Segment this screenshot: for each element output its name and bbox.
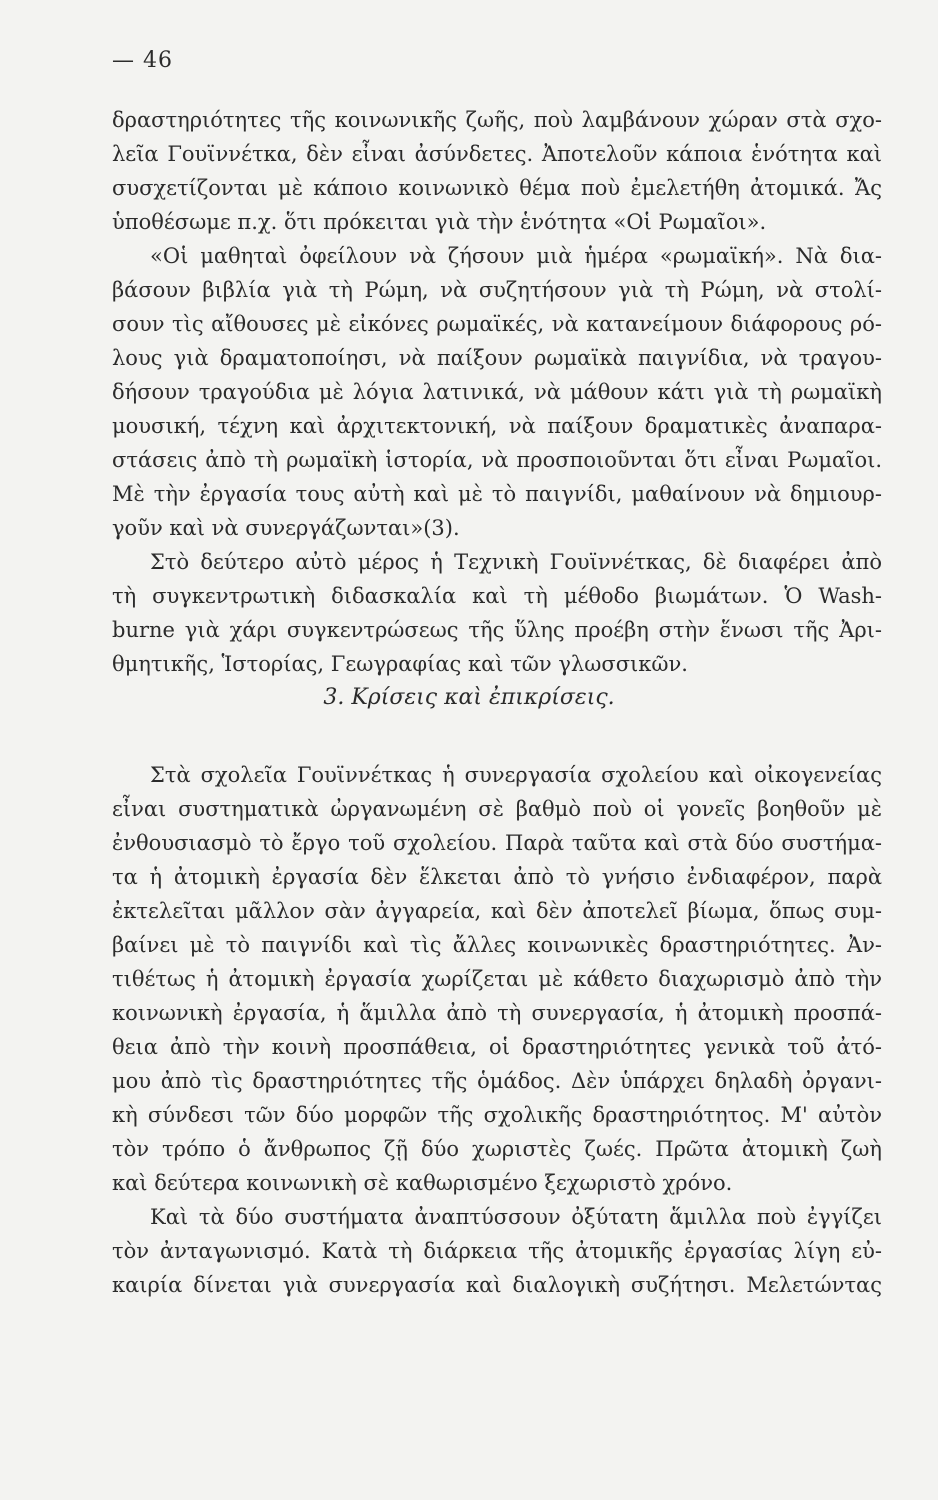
text-line: βαίνει μὲ τὸ παιγνίδι καὶ τὶς ἄλλες κοινωνικὲς δραστηριότητες. Ἀν- [112, 933, 882, 957]
text-line: γοῦν καὶ νὰ συνεργάζωνται»(3). [112, 516, 460, 540]
page-number: — 46 [112, 48, 173, 73]
text-line: δήσουν τραγούδια μὲ λόγια λατινικά, νὰ μάθουν κάτι γιὰ τὴ ρωμαϊκὴ [112, 380, 882, 404]
text-line: Στὰ σχολεῖα Γουϊννέτκας ἡ συνεργασία σχολείου καὶ οἰκογενείας [150, 763, 882, 787]
text-line: στάσεις ἀπὸ τὴ ρωμαϊκὴ ἱστορία, νὰ προσποιοῦνται ὅτι εἶναι Ρωμαῖοι. [112, 448, 882, 472]
text-line: λους γιὰ δραματοποίησι, νὰ παίξουν ρωμαϊκὰ παιγνίδια, νὰ τραγου- [112, 346, 882, 370]
text-line: τὴ συγκεντρωτικὴ διδασκαλία καὶ τὴ μέθοδο βιωμάτων. Ὁ Wash- [112, 584, 882, 608]
text-line: θεια ἀπὸ τὴν κοινὴ προσπάθεια, οἱ δραστηριότητες γενικὰ τοῦ ἀτό- [112, 1035, 882, 1059]
text-line: εἶναι συστηματικὰ ὠργανωμένη σὲ βαθμὸ ποὺ οἱ γονεῖς βοηθοῦν μὲ [112, 797, 882, 821]
text-line: σουν τὶς αἴθουσες μὲ εἰκόνες ρωμαϊκές, νὰ κατανείμουν διάφορους ρό- [112, 312, 882, 336]
section-heading: 3. Κρίσεις καὶ ἐπικρίσεις. [323, 685, 615, 710]
text-line: τα ἡ ἀτομικὴ ἐργασία δὲν ἕλκεται ἀπὸ τὸ γνήσιο ἐνδιαφέρον, παρὰ [112, 865, 882, 889]
text-line: Μὲ τὴν ἐργασία τους αὐτὴ καὶ μὲ τὸ παιγνίδι, μαθαίνουν νὰ δημιουρ- [112, 482, 882, 506]
text-line: κὴ σύνδεσι τῶν δύο μορφῶν τῆς σχολικῆς δραστηριότητος. Μ' αὐτὸν [112, 1103, 882, 1127]
text-line: ἐνθουσιασμὸ τὸ ἔργο τοῦ σχολείου. Παρὰ ταῦτα καὶ στὰ δύο συστήμα- [112, 831, 882, 855]
text-line: καιρία δίνεται γιὰ συνεργασία καὶ διαλογικὴ συζήτησι. Μελετώντας [112, 1273, 882, 1297]
text-line: ὑποθέσωμε π.χ. ὅτι πρόκειται γιὰ τὴν ἑνότητα «Οἱ Ρωμαῖοι». [112, 210, 767, 234]
text-line: μουσική, τέχνη καὶ ἀρχιτεκτονική, νὰ παίξουν δραματικὲς ἀναπαρα- [112, 414, 882, 438]
text-line: «Οἱ μαθηταὶ ὀφείλουν νὰ ζήσουν μιὰ ἡμέρα «ρωμαϊκή». Νὰ δια- [150, 244, 882, 268]
text-line: καὶ δεύτερα κοινωνικὴ σὲ καθωρισμένο ξεχωριστὸ χρόνο. [112, 1171, 733, 1195]
text-line: θμητικῆς, Ἱστορίας, Γεωγραφίας καὶ τῶν γλωσσικῶν. [112, 652, 688, 676]
text-line: Στὸ δεύτερο αὐτὸ μέρος ἡ Τεχνικὴ Γουϊννέτκας, δὲ διαφέρει ἀπὸ [150, 550, 882, 574]
text-line: Καὶ τὰ δύο συστήματα ἀναπτύσσουν ὀξύτατη ἅμιλλα ποὺ ἐγγίζει [150, 1205, 882, 1229]
text-line: τιθέτως ἡ ἀτομικὴ ἐργασία χωρίζεται μὲ κάθετο διαχωρισμὸ ἀπὸ τὴν [112, 967, 882, 991]
text-line: burne γιὰ χάρι συγκεντρώσεως τῆς ὕλης προέβη στὴν ἕνωσι τῆς Ἀρι- [112, 618, 882, 642]
text-line: δραστηριότητες τῆς κοινωνικῆς ζωῆς, ποὺ λαμβάνουν χώραν στὰ σχο- [112, 108, 882, 132]
text-line: τὸν ἀνταγωνισμό. Κατὰ τὴ διάρκεια τῆς ἀτομικῆς ἐργασίας λίγη εὐ- [112, 1239, 882, 1263]
text-line: μου ἀπὸ τὶς δραστηριότητες τῆς ὁμάδος. Δὲν ὑπάρχει δηλαδὴ ὀργανι- [112, 1069, 882, 1093]
text-line: κοινωνικὴ ἐργασία, ἡ ἅμιλλα ἀπὸ τὴ συνεργασία, ἡ ἀτομικὴ προσπά- [112, 1001, 882, 1025]
text-line: λεῖα Γουϊννέτκα, δὲν εἶναι ἀσύνδετες. Ἀποτελοῦν κάποια ἑνότητα καὶ [112, 142, 882, 166]
text-line: συσχετίζονται μὲ κάποιο κοινωνικὸ θέμα ποὺ ἐμελετήθη ἀτομικά. Ἄς [112, 176, 882, 200]
text-line: ἐκτελεῖται μᾶλλον σὰν ἀγγαρεία, καὶ δὲν ἀποτελεῖ βίωμα, ὅπως συμ- [112, 899, 882, 923]
text-line: βάσουν βιβλία γιὰ τὴ Ρώμη, νὰ συζητήσουν γιὰ τὴ Ρώμη, νὰ στολί- [112, 278, 882, 302]
text-line: τὸν τρόπο ὁ ἄνθρωπος ζῇ δύο χωριστὲς ζωές. Πρῶτα ἀτομικὴ ζωὴ [112, 1137, 882, 1161]
